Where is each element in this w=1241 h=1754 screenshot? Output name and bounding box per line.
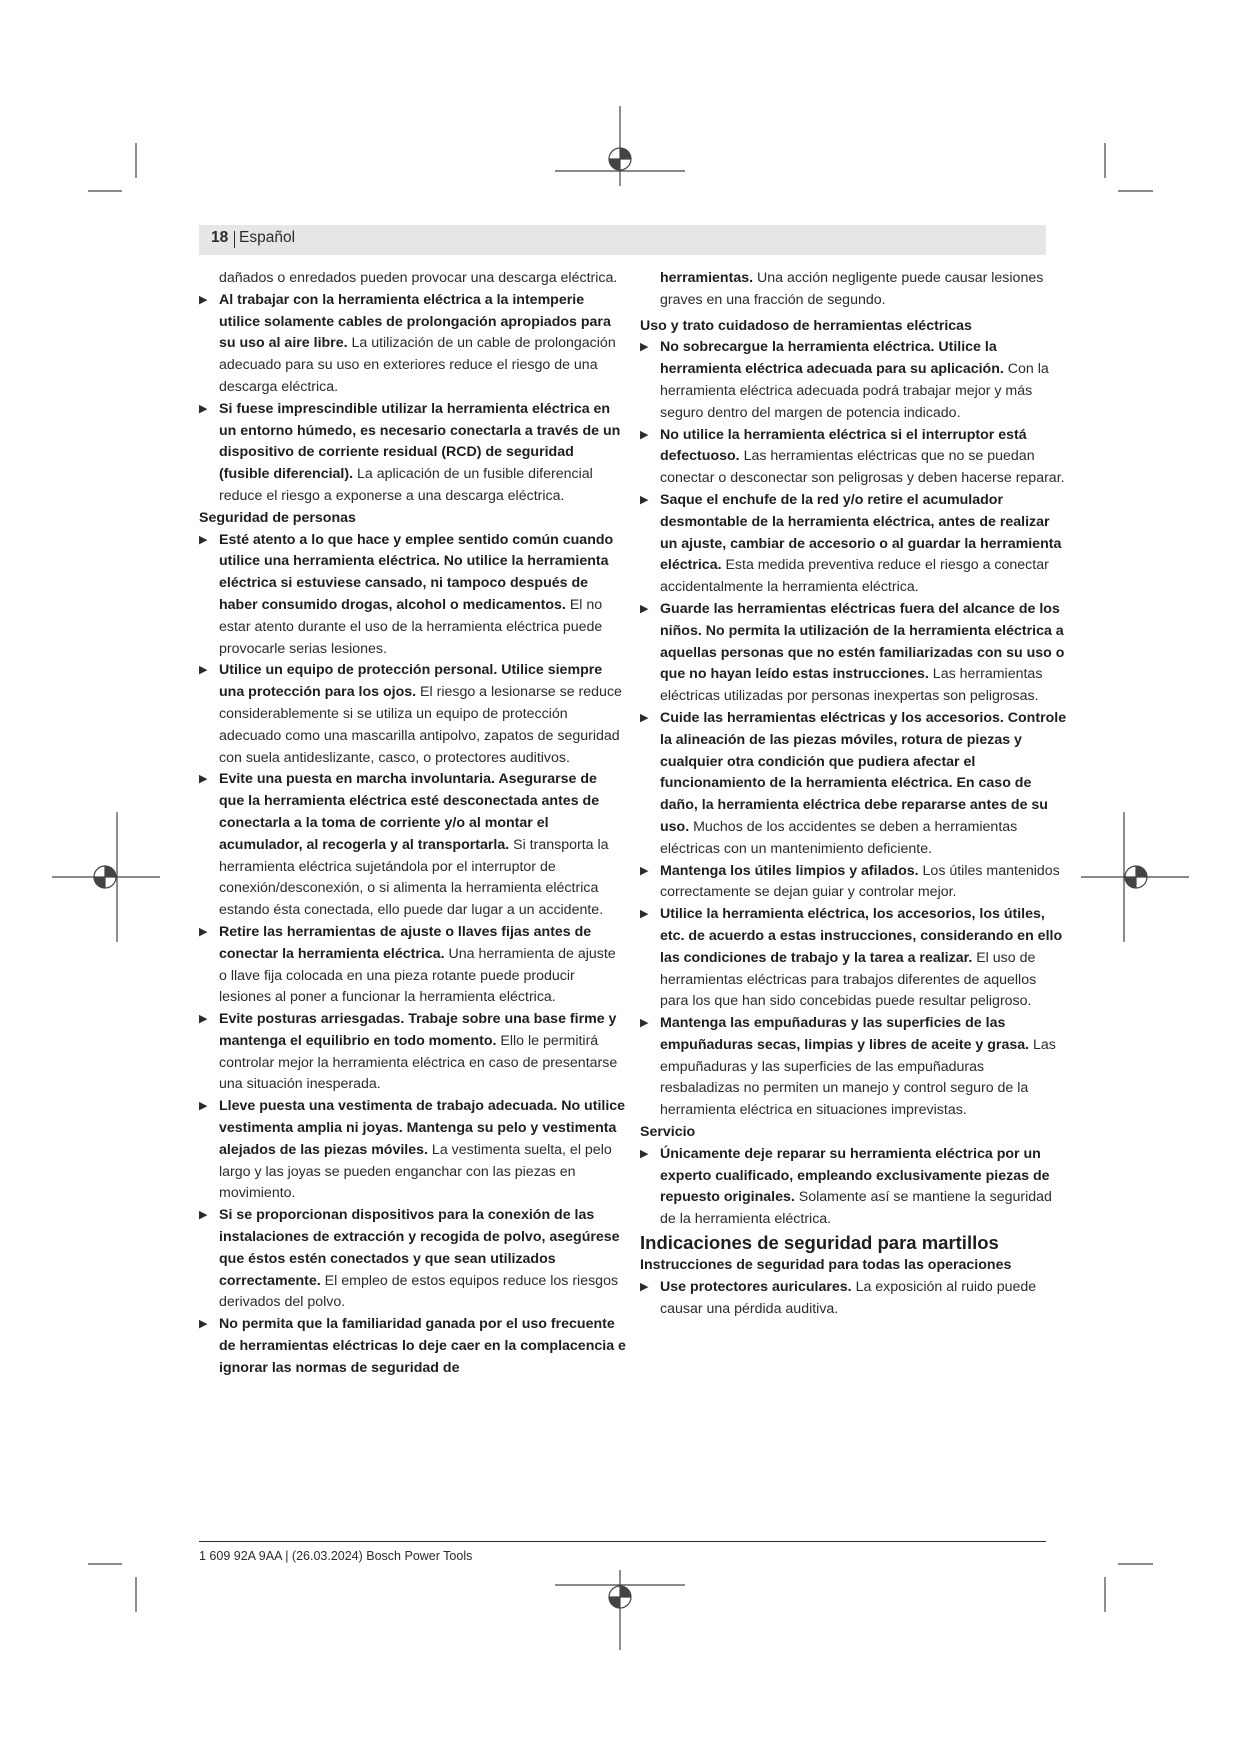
page-number: 18 xyxy=(211,229,229,246)
list-item xyxy=(640,599,1067,708)
left-list-electrical xyxy=(199,290,626,508)
list-item xyxy=(640,1144,1067,1231)
bullet-arrow-icon: ▶ xyxy=(640,428,649,441)
registration-mark-left xyxy=(52,812,160,942)
bullet-arrow-icon: ▶ xyxy=(199,1100,208,1113)
item-instruction: Si fuese imprescindible utilizar la herramienta eléctrica en un entorno húmedo, es necesario conectarla a través de un dispositivo de corriente residual (RCD) de seguridad (fusible diferencial). xyxy=(219,400,621,483)
list-item xyxy=(640,425,1067,490)
list-item xyxy=(640,1013,1067,1122)
list-item xyxy=(640,490,1067,599)
list-item xyxy=(199,399,626,508)
item-instruction: Saque el enchufe de la red y/o retire el acumulador desmontable de la herramienta eléctrica, antes de realizar un ajuste, cambiar de accesorio o al guardar la herramienta eléctrica. xyxy=(660,491,1062,574)
item-explanation: La exposición al ruido puede causar una pérdida auditiva. xyxy=(660,1278,1037,1317)
footer-rule xyxy=(199,1541,1046,1542)
item-instruction: Evite posturas arriesgadas. Trabaje sobre una base firme y mantenga el equilibrio en todo momento. xyxy=(219,1011,617,1049)
item-instruction: Mantenga los útiles limpios y afilados. xyxy=(660,862,919,879)
item-explanation: Muchos de los accidentes se deben a herramientas eléctricas con un mantenimiento deficiente. xyxy=(660,818,1018,857)
heading-all-operations: Instrucciones de seguridad para todas las operaciones xyxy=(640,1257,1012,1274)
item-instruction: Utilice la herramienta eléctrica, los accesorios, los útiles, etc. de acuerdo a estas instrucciones, considerando en ello las condiciones de trabajo y la tarea a realizar. xyxy=(660,906,1063,966)
list-item xyxy=(640,708,1067,861)
header-separator xyxy=(234,231,235,248)
section-title: Español xyxy=(239,229,296,246)
item-explanation: Una herramienta de ajuste o llave fija colocada en una pieza rotante puede producir lesiones al poner a funcionar la herramienta eléctrica. xyxy=(219,945,616,1006)
item-explanation: El riesgo a lesionarse se reduce considerablemente si se utiliza un equipo de protección adecuado como una mascarilla antipolvo, zapatos de seguridad con suela antideslizante, casco, o protectores auditivos. xyxy=(219,684,622,766)
item-instruction: Lleve puesta una vestimenta de trabajo adecuada. No utilice vestimenta amplia ni joyas. Mantenga su pelo y vestimenta alejados de las piezas móviles. xyxy=(219,1098,626,1158)
item-explanation: El no estar atento durante el uso de la herramienta eléctrica puede provocarle serias lesiones. xyxy=(219,596,603,657)
item-instruction: Esté atento a lo que hace y emplee sentido común cuando utilice una herramienta eléctrica. No utilice la herramienta eléctrica si estuviese cansado, ni tampoco después de haber consumido drogas, alcohol o medicamentos. xyxy=(219,531,614,613)
item-explanation: El empleo de estos equipos reduce los riesgos derivados del polvo. xyxy=(219,1272,619,1311)
page-header xyxy=(199,225,1046,255)
continuation-text: dañados o enredados pueden provocar una descarga eléctrica. xyxy=(219,270,618,286)
bullet-arrow-icon: ▶ xyxy=(640,864,649,877)
bullet-arrow-icon: ▶ xyxy=(199,1318,208,1331)
right-list-tool-use xyxy=(640,337,1067,1122)
bullet-arrow-icon: ▶ xyxy=(640,1147,649,1160)
bullet-arrow-icon: ▶ xyxy=(640,1017,649,1030)
crop-mark-bottom-right xyxy=(1105,1564,1153,1612)
bullet-arrow-icon: ▶ xyxy=(640,493,649,506)
bullet-arrow-icon: ▶ xyxy=(199,773,208,786)
list-item xyxy=(199,1009,626,1096)
list-item xyxy=(640,1277,1067,1321)
list-item xyxy=(199,1205,626,1314)
item-explanation: Solamente así se mantiene la seguridad de la herramienta eléctrica. xyxy=(660,1189,1052,1228)
item-instruction: Cuide las herramientas eléctricas y los accesorios. Controle la alineación de las piezas móviles, rotura de piezas y cualquier otra condición que pudiera afectar el funcionamiento de la herramienta eléctrica. En caso de daño, la herramienta eléctrica debe repararse antes de su uso. xyxy=(660,709,1067,835)
item-explanation: La aplicación de un fusible diferencial reduce el riesgo a exponerse a una descarga eléctrica. xyxy=(219,466,593,504)
list-item xyxy=(199,769,626,922)
item-instruction: No sobrecargue la herramienta eléctrica. Utilice la herramienta eléctrica adecuada para su aplicación. xyxy=(660,339,1004,378)
item-instruction: Guarde las herramientas eléctricas fuera del alcance de los niños. No permita la utilización de la herramienta eléctrica a aquellas personas que no estén familiarizadas con su uso o que no hayan leído estas instrucciones. xyxy=(660,600,1065,683)
continuation-text-right xyxy=(640,268,1067,312)
item-instruction: Use protectores auriculares. xyxy=(660,1278,852,1295)
right-list-service xyxy=(640,1144,1067,1231)
crop-mark-top-left xyxy=(88,143,136,191)
item-instruction: Únicamente deje reparar su herramienta eléctrica por un experto cualificado, empleando exclusivamente piezas de repuesto originales. xyxy=(660,1145,1050,1206)
list-item xyxy=(199,1096,626,1205)
item-instruction: Al trabajar con la herramienta eléctrica a la intemperie utilice solamente cables de prolongación apropiados para su uso al aire libre. xyxy=(219,291,611,352)
list-item xyxy=(640,861,1067,905)
item-instruction: Utilice un equipo de protección personal. Utilice siempre una protección para los ojos. xyxy=(219,662,603,701)
bullet-arrow-icon: ▶ xyxy=(640,602,649,615)
item-explanation: Esta medida preventiva reduce el riesgo a conectar accidentalmente la herramienta eléctrica. xyxy=(660,557,1049,596)
item-instruction: Si se proporcionan dispositivos para la conexión de las instalaciones de extracción y recogida de polvo, asegúrese que éstos estén conectados y que sean utilizados correctamente. xyxy=(219,1207,620,1289)
item-explanation: El uso de herramientas eléctricas para trabajos diferentes de aquellos para los que han sido concebidas puede resultar peligroso. xyxy=(660,949,1037,1010)
bullet-arrow-icon: ▶ xyxy=(199,925,208,938)
list-item xyxy=(199,922,626,1009)
item-explanation: Las herramientas eléctricas utilizadas por personas inexpertas son peligrosas. xyxy=(660,666,1043,705)
item-explanation: Las herramientas eléctricas que no se puedan conectar o desconectar son peligrosas y deben hacerse reparar. xyxy=(660,448,1065,487)
bullet-arrow-icon: ▶ xyxy=(640,1280,649,1293)
registration-mark-top xyxy=(555,106,685,186)
continuation-bold: herramientas. xyxy=(660,270,754,286)
bullet-arrow-icon: ▶ xyxy=(199,1013,208,1026)
right-list-all-operations xyxy=(640,1277,1067,1321)
bullet-arrow-icon: ▶ xyxy=(640,711,649,724)
bullet-arrow-icon: ▶ xyxy=(640,341,649,354)
item-explanation: Las empuñaduras y las superficies de las empuñaduras resbaladizas no permiten un manejo y control seguro de la herramienta eléctrica en situaciones imprevistas. xyxy=(660,1036,1056,1119)
item-instruction: No utilice la herramienta eléctrica si el interruptor está defectuoso. xyxy=(660,426,1027,465)
continuation-body: Una acción negligente puede causar lesiones graves en una fracción de segundo. xyxy=(660,270,1044,308)
list-item xyxy=(640,904,1067,1013)
item-instruction: Evite una puesta en marcha involuntaria. Asegurarse de que la herramienta eléctrica esté desconectada antes de conectarla a la toma de corriente y/o al montar el acumulador, al recogerla y al transportarla. xyxy=(219,771,600,853)
heading-service: Servicio xyxy=(640,1124,696,1141)
left-column xyxy=(199,268,626,1380)
heading-personal-safety: Seguridad de personas xyxy=(199,509,356,526)
list-item xyxy=(199,1314,626,1379)
registration-mark-right xyxy=(1081,812,1189,942)
item-explanation: Si transporta la herramienta eléctrica sujetándola por el interruptor de conexión/desconexión, o si alimenta la herramienta eléctrica estando ésta conectada, ello puede dar lugar a un accidente. xyxy=(219,836,609,919)
heading-hammer-safety: Indicaciones de seguridad para martillos xyxy=(640,1232,999,1254)
item-explanation: Los útiles mantenidos correctamente se dejan guiar y controlar mejor. xyxy=(660,862,1060,901)
bullet-arrow-icon: ▶ xyxy=(199,402,208,415)
left-list-personal-safety xyxy=(199,530,626,1380)
bullet-arrow-icon: ▶ xyxy=(199,293,208,306)
bullet-arrow-icon: ▶ xyxy=(199,664,208,677)
item-instruction: Retire las herramientas de ajuste o llaves fijas antes de conectar la herramienta eléctrica. xyxy=(219,923,592,962)
list-item xyxy=(640,337,1067,424)
heading-tool-use: Uso y trato cuidadoso de herramientas eléctricas xyxy=(640,317,972,334)
registration-mark-bottom xyxy=(555,1570,685,1650)
list-item xyxy=(199,290,626,399)
page-footer: 1 609 92A 9AA | (26.03.2024) Bosch Power Tools xyxy=(199,1549,473,1563)
item-instruction: Mantenga las empuñaduras y las superficies de las empuñaduras secas, limpias y libres de aceite y grasa. xyxy=(660,1015,1030,1053)
crop-mark-bottom-left xyxy=(88,1564,136,1612)
item-explanation: Con la herramienta eléctrica adecuada podrá trabajar mejor y más seguro dentro del margen de potencia indicado. xyxy=(660,361,1049,421)
bullet-arrow-icon: ▶ xyxy=(640,908,649,921)
crop-mark-top-right xyxy=(1105,143,1153,191)
item-explanation: Ello le permitirá controlar mejor la herramienta eléctrica en caso de presentarse una situación inesperada. xyxy=(219,1032,618,1093)
item-instruction: No permita que la familiaridad ganada por el uso frecuente de herramientas eléctricas lo deje caer en la complacencia e ignorar las normas de seguridad de xyxy=(219,1316,626,1376)
item-explanation: La vestimenta suelta, el pelo largo y las joyas se pueden enganchar con las piezas en movimiento. xyxy=(219,1141,612,1202)
list-item xyxy=(199,530,626,661)
bullet-arrow-icon: ▶ xyxy=(199,1209,208,1222)
bullet-arrow-icon: ▶ xyxy=(199,533,208,546)
list-item xyxy=(199,660,626,769)
right-column xyxy=(640,268,1067,1320)
item-explanation: La utilización de un cable de prolongación adecuado para su uso en exteriores reduce el riesgo de una descarga eléctrica. xyxy=(219,335,616,395)
